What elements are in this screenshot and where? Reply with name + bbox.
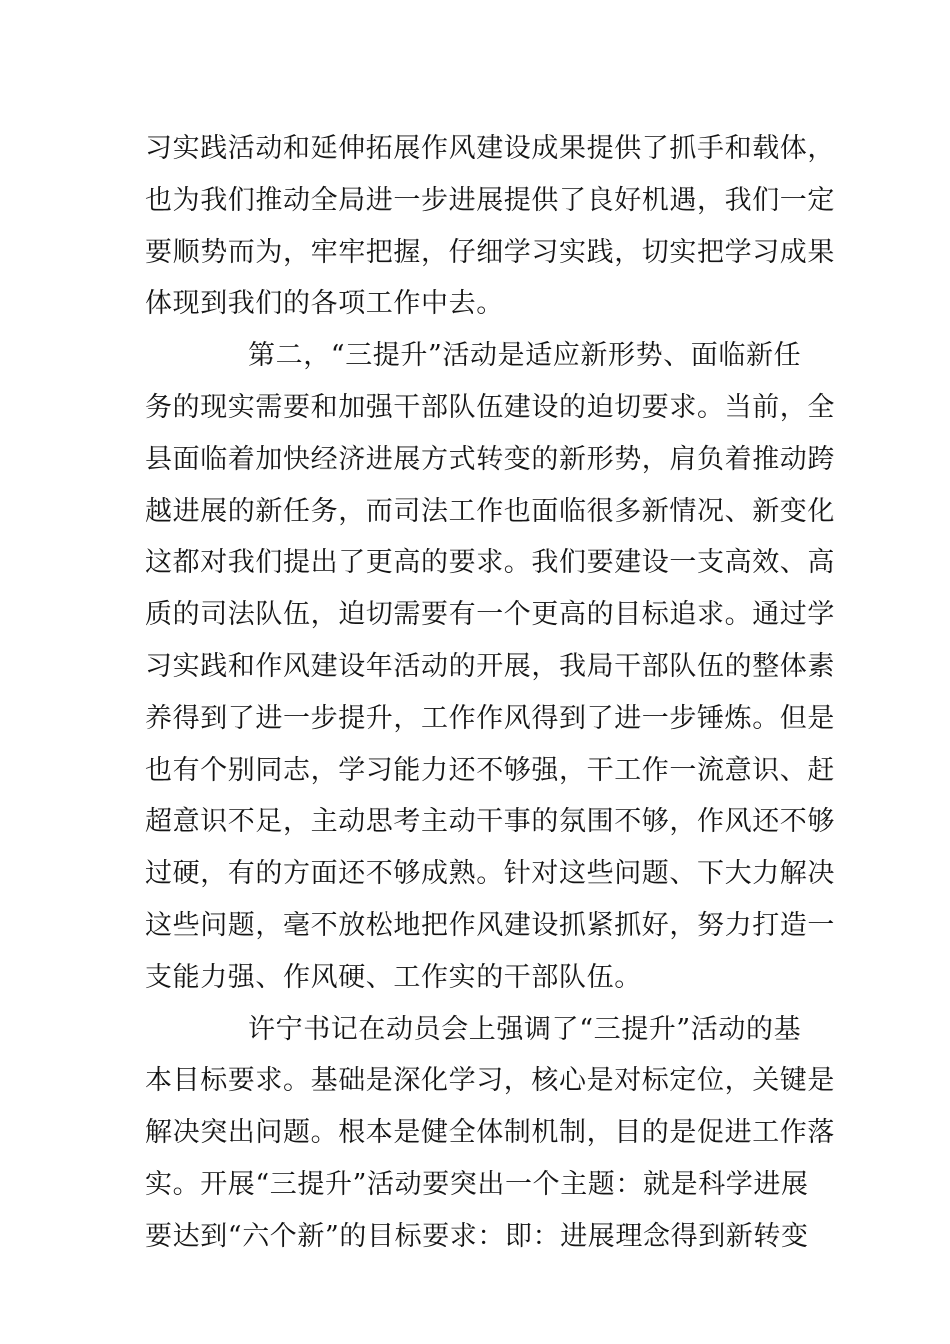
text-line: 超意识不足，主动思考主动干事的氛围不够，作风还不够 [145, 806, 835, 838]
text-line: 过硬，有的方面还不够成熟。针对这些问题、下大力解决 [145, 858, 835, 890]
text-line: 这些问题，毫不放松地把作风建设抓紧抓好，努力打造一 [145, 909, 835, 941]
text-line: 也为我们推动全局进一步进展提供了良好机遇，我们一定 [145, 184, 835, 216]
text-line: 也有个别同志，学习能力还不够强，干工作一流意识、赶 [145, 754, 835, 786]
text-line: 越进展的新任务，而司法工作也面临很多新情况、新变化 [145, 495, 835, 527]
text-line: 支能力强、作风硬、工作实的干部队伍。 [145, 961, 642, 993]
text-line: 实。开展“三提升”活动要突出一个主题：就是科学进展 [145, 1168, 809, 1200]
text-line: 这都对我们提出了更高的要求。我们要建设一支高效、高 [145, 547, 835, 579]
text-line: 质的司法队伍，迫切需要有一个更高的目标追求。通过学 [145, 599, 835, 631]
paragraph-first-line: 第二，“三提升”活动是适应新形势、面临新任 [248, 340, 802, 372]
text-line: 解决突出问题。根本是健全体制机制，目的是促进工作落 [145, 1117, 835, 1149]
document-body-text [145, 123, 835, 1263]
text-line: 养得到了进一步提升，工作作风得到了进一步锤炼。但是 [145, 702, 835, 734]
text-line: 县面临着加快经济进展方式转变的新形势，肩负着推动跨 [145, 443, 835, 475]
text-line: 习实践活动和延伸拓展作风建设成果提供了抓手和载体， [145, 133, 835, 164]
text-line: 要顺势而为，牢牢把握，仔细学习实践，切实把学习成果 [145, 236, 835, 268]
text-line: 习实践和作风建设年活动的开展，我局干部队伍的整体素 [145, 650, 835, 682]
text-line: 体现到我们的各项工作中去。 [145, 288, 504, 320]
paragraph-first-line: 许宁书记在动员会上强调了“三提升”活动的基 [248, 1013, 802, 1045]
text-line: 务的现实需要和加强干部队伍建设的迫切要求。当前，全 [145, 391, 835, 423]
text-line: 要达到“六个新”的目标要求：即：进展理念得到新转变 [145, 1220, 809, 1252]
text-line: 本目标要求。基础是深化学习，核心是对标定位，关键是 [145, 1065, 835, 1097]
